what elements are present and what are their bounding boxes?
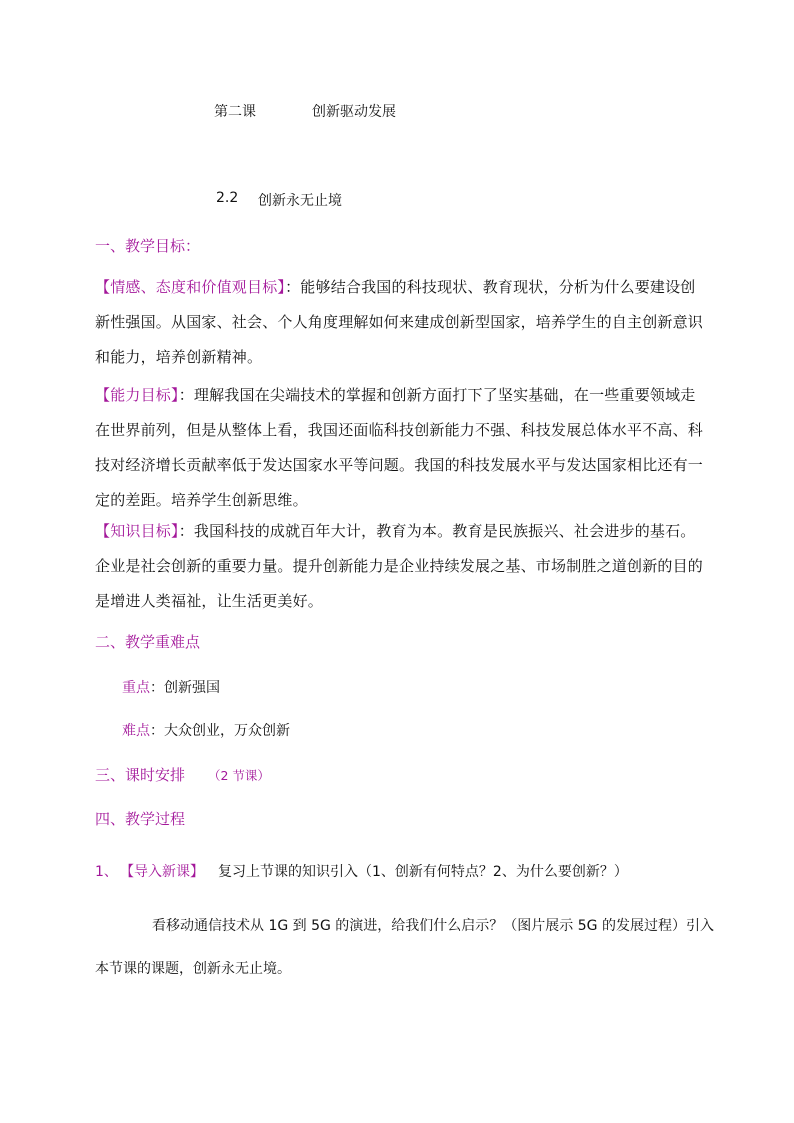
schedule-note: （2 节课） xyxy=(208,768,270,783)
goal-knowledge-text: ：我国科技的成就百年大计，教育为本。教育是民族振兴、社会进步的基石。企业是社会创新的重要力量。提升创新能力是企业持续发展之基、市场制胜之道创新的目的是增进人类福祉，让生活更美好。 xyxy=(95,522,704,610)
step1-label: 【导入新课】 xyxy=(120,864,204,880)
goal-ability-text: ：理解我国在尖端技术的掌握和创新方面打下了坚实基础，在一些重要领域走在世界前列，但是从整体上看，我国还面临科技创新能力不强、科技发展总体水平不高、科技对经济增长贡献率低于发达国家水平等问题。我国的科技发展水平与发达国家相比还有一定的差距。培养学生创新思维。 xyxy=(95,386,704,509)
section-title: 创新永无止境 xyxy=(258,193,342,209)
difficult-point-label: 难点 xyxy=(122,723,150,739)
key-point xyxy=(122,677,220,697)
key-point-text: ：创新强国 xyxy=(150,680,220,696)
step1-paragraph-line1: 看移动通信技术从 1G 到 5G 的演进，给我们什么启示？（图片展示 5G 的发展过程）引入 xyxy=(152,918,714,934)
heading-teaching-goals: 一、教学目标： xyxy=(95,237,201,255)
goal-emotion-text: ：能够结合我国的科技现状、教育现状，分析为什么要建设创新性强国。从国家、社会、个人角度理解如何来建成创新型国家，培养学生的自主创新意识和能力，培养创新精神。 xyxy=(95,278,704,366)
goal-knowledge-paragraph xyxy=(95,514,707,619)
key-point-label: 重点 xyxy=(122,680,150,696)
goal-emotion-label: 【情感、态度和价值观目标】 xyxy=(95,278,286,296)
lesson-number: 第二课 xyxy=(214,104,256,120)
goal-ability-paragraph xyxy=(95,378,707,518)
step1-paragraph-line2: 本节课的课题，创新永无止境。 xyxy=(95,961,291,977)
difficult-point xyxy=(122,720,290,740)
goal-ability-label: 【能力目标】 xyxy=(95,386,179,404)
difficult-point-text: ：大众创业，万众创新 xyxy=(150,723,290,739)
goal-emotion-paragraph xyxy=(95,270,707,375)
heading-process: 四、教学过程 xyxy=(95,810,186,828)
step1-text: 复习上节课的知识引入（1、创新有何特点？2、为什么要创新？） xyxy=(218,864,628,880)
heading-schedule: 三、课时安排 xyxy=(95,766,186,784)
goal-knowledge-label: 【知识目标】 xyxy=(95,522,179,540)
section-number: 2.2 xyxy=(216,190,239,206)
lesson-title: 创新驱动发展 xyxy=(312,104,396,120)
heading-key-difficult: 二、教学重难点 xyxy=(95,633,201,651)
step1-number: 1、 xyxy=(95,864,118,880)
